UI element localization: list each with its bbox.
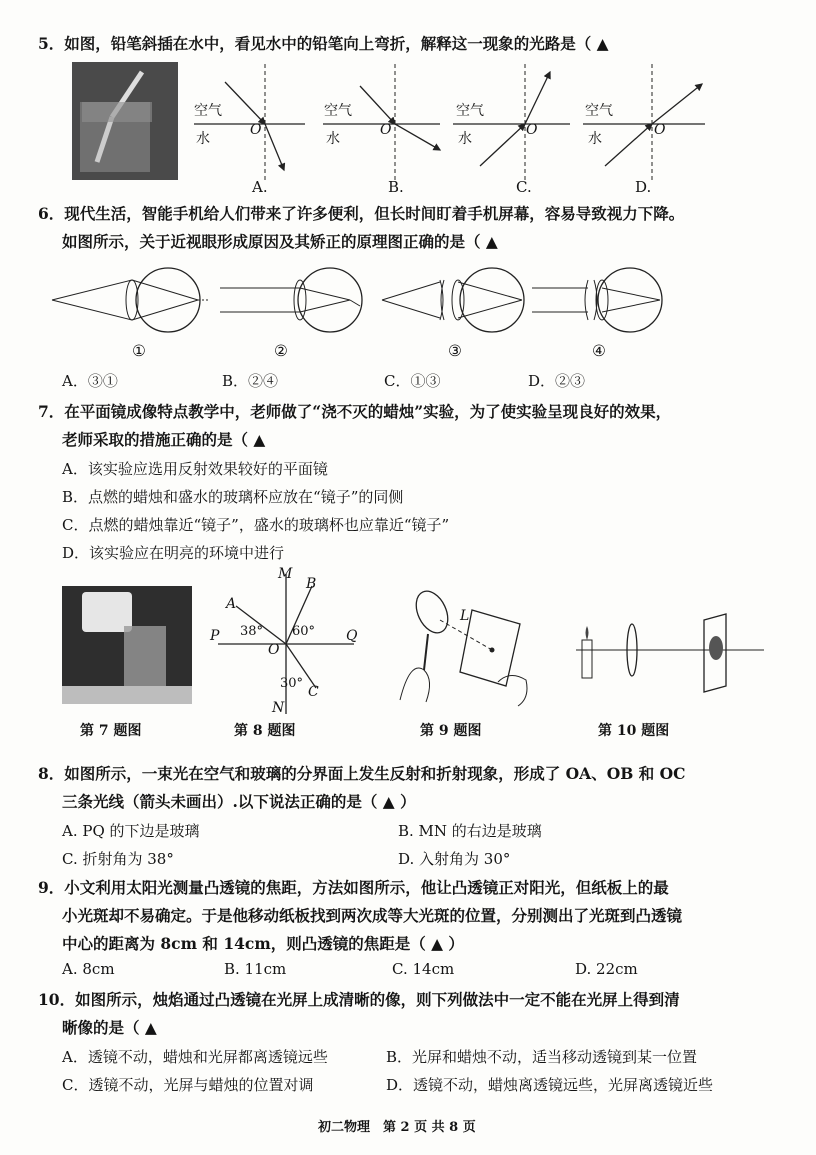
q5-stem: 5．如图，铅笔斜插在水中，看见水中的铅笔向上弯折，解释这一现象的光路是（ ▲ bbox=[38, 34, 609, 53]
q7-option-b: B．点燃的蜡烛和盛水的玻璃杯应放在“镜子”的同侧 bbox=[62, 488, 404, 506]
q7-stem-line1: 7．在平面镜成像特点教学中，老师做了“浇不灭的蜡烛”实验，为了使实验呈现良好的效果， bbox=[38, 402, 672, 421]
q5-air-label-b: 空气 bbox=[324, 103, 352, 119]
water-pouring-image bbox=[62, 586, 192, 704]
q7-option-a: A．该实验应选用反射效果较好的平面镜 bbox=[62, 460, 328, 478]
fig8-label-o: O bbox=[268, 642, 280, 658]
q5-water-label-c: 水 bbox=[458, 131, 472, 147]
fig9-diagram bbox=[380, 590, 560, 710]
q5-diagram-d bbox=[583, 64, 705, 183]
q6-fig-label-4: ④ bbox=[592, 342, 606, 360]
q5-air-label-c: 空气 bbox=[456, 103, 484, 119]
q10-stem-line2: 晰像的是（ ▲ bbox=[62, 1018, 157, 1037]
q10-option-b: B．光屏和蜡烛不动，适当移动透镜到某一位置 bbox=[386, 1048, 698, 1066]
fig8-caption: 第 8 题图 bbox=[234, 723, 296, 739]
q8-stem-line2: 三条光线（箭头未画出）.以下说法正确的是（ ▲ ） bbox=[62, 792, 416, 811]
q5-option-b: B. bbox=[388, 178, 404, 196]
q5-water-label-a: 水 bbox=[196, 131, 210, 147]
q6-eye-diagrams bbox=[50, 262, 670, 342]
q6-stem-line1: 6．现代生活，智能手机给人们带来了许多便利，但长时间盯着手机屏幕，容易导致视力下降。 bbox=[38, 204, 685, 223]
fig7-photo bbox=[62, 586, 192, 704]
q5-option-d: D. bbox=[635, 178, 652, 196]
q6-option-d: D．②③ bbox=[528, 372, 586, 390]
q5-water-label-b: 水 bbox=[326, 131, 340, 147]
fig8-diagram bbox=[206, 568, 366, 718]
q7-stem-line2: 老师采取的措施正确的是（ ▲ bbox=[62, 430, 266, 449]
q10-option-c: C．透镜不动，光屏与蜡烛的位置对调 bbox=[62, 1076, 314, 1094]
q5-o-label-d: O bbox=[654, 122, 666, 138]
q9-option-c: C. 14cm bbox=[392, 960, 455, 978]
q6-eye-4 bbox=[532, 268, 662, 332]
fig10-caption: 第 10 题图 bbox=[598, 723, 670, 739]
fig8-label-a: A bbox=[226, 596, 237, 612]
fig8-label-c: C bbox=[308, 684, 319, 700]
fig8-label-p: P bbox=[210, 628, 220, 644]
q5-o-label-a: O bbox=[250, 122, 262, 138]
q6-option-a: A．③① bbox=[62, 372, 118, 390]
q9-option-b: B. 11cm bbox=[224, 960, 287, 978]
q9-option-a: A. 8cm bbox=[62, 960, 115, 978]
q6-fig-label-2: ② bbox=[274, 342, 288, 360]
q8-option-b: B. MN 的右边是玻璃 bbox=[398, 822, 542, 840]
q7-option-d: D．该实验应在明亮的环境中进行 bbox=[62, 544, 285, 562]
fig8-angle-38: 38° bbox=[240, 624, 264, 639]
q9-option-d: D. 22cm bbox=[575, 960, 638, 978]
q6-stem-line2: 如图所示，关于近视眼形成原因及其矫正的原理图正确的是（ ▲ bbox=[62, 232, 498, 251]
q8-option-d: D. 入射角为 30° bbox=[398, 850, 511, 868]
q6-eye-1 bbox=[52, 268, 210, 332]
fig9-label-l: L bbox=[460, 608, 470, 624]
q6-eye-2 bbox=[220, 268, 362, 332]
fig9-caption: 第 9 题图 bbox=[420, 723, 482, 739]
q10-option-a: A．透镜不动，蜡烛和光屏都离透镜远些 bbox=[62, 1048, 328, 1066]
fig8-label-q: Q bbox=[346, 628, 358, 644]
fig8-label-n: N bbox=[272, 700, 285, 716]
q6-fig-label-3: ③ bbox=[448, 342, 462, 360]
q9-stem-line3: 中心的距离为 8cm 和 14cm，则凸透镜的焦距是（ ▲ ） bbox=[62, 934, 464, 953]
q6-option-b: B．②④ bbox=[222, 372, 279, 390]
q6-fig-label-1: ① bbox=[132, 342, 146, 360]
q10-stem-line1: 10．如图所示，烛焰通过凸透镜在光屏上成清晰的像，则下列做法中一定不能在光屏上得到清 bbox=[38, 990, 680, 1009]
q5-o-label-c: O bbox=[526, 122, 538, 138]
pencil-in-water-image bbox=[72, 62, 178, 180]
q6-option-c: C．①③ bbox=[384, 372, 441, 390]
q9-stem-line2: 小光斑却不易确定。于是他移动纸板找到两次成等大光斑的位置，分别测出了光斑到凸透镜 bbox=[62, 906, 683, 925]
page-footer: 初二物理 第 2 页 共 8 页 bbox=[318, 1120, 476, 1135]
q8-option-c: C. 折射角为 38° bbox=[62, 850, 174, 868]
q7-option-c: C．点燃的蜡烛靠近“镜子”，盛水的玻璃杯也应靠近“镜子” bbox=[62, 516, 450, 534]
fig8-label-m: M bbox=[278, 566, 293, 582]
q5-option-c: C. bbox=[516, 178, 532, 196]
q8-stem-line1: 8．如图所示，一束光在空气和玻璃的分界面上发生反射和折射现象，形成了 OA、OB 和 OC bbox=[38, 764, 686, 783]
fig10-diagram bbox=[576, 600, 766, 700]
q5-pencil-photo bbox=[72, 62, 178, 180]
fig8-angle-30: 30° bbox=[280, 676, 304, 691]
q5-air-label-a: 空气 bbox=[194, 103, 222, 119]
q8-option-a: A. PQ 的下边是玻璃 bbox=[62, 822, 200, 840]
fig7-caption: 第 7 题图 bbox=[80, 723, 142, 739]
q6-eye-3 bbox=[382, 268, 524, 332]
q5-diagram-c bbox=[453, 64, 570, 183]
q5-option-a: A. bbox=[252, 178, 268, 196]
fig8-label-b: B bbox=[306, 576, 317, 592]
q5-air-label-d: 空气 bbox=[585, 103, 613, 119]
q5-water-label-d: 水 bbox=[588, 131, 602, 147]
q10-option-d: D．透镜不动，蜡烛离透镜远些，光屏离透镜近些 bbox=[386, 1076, 714, 1094]
fig8-angle-60: 60° bbox=[292, 624, 316, 639]
q9-stem-line1: 9．小文利用太阳光测量凸透镜的焦距，方法如图所示，他让凸透镜正对阳光，但纸板上的最 bbox=[38, 878, 669, 897]
q5-o-label-b: O bbox=[380, 122, 392, 138]
